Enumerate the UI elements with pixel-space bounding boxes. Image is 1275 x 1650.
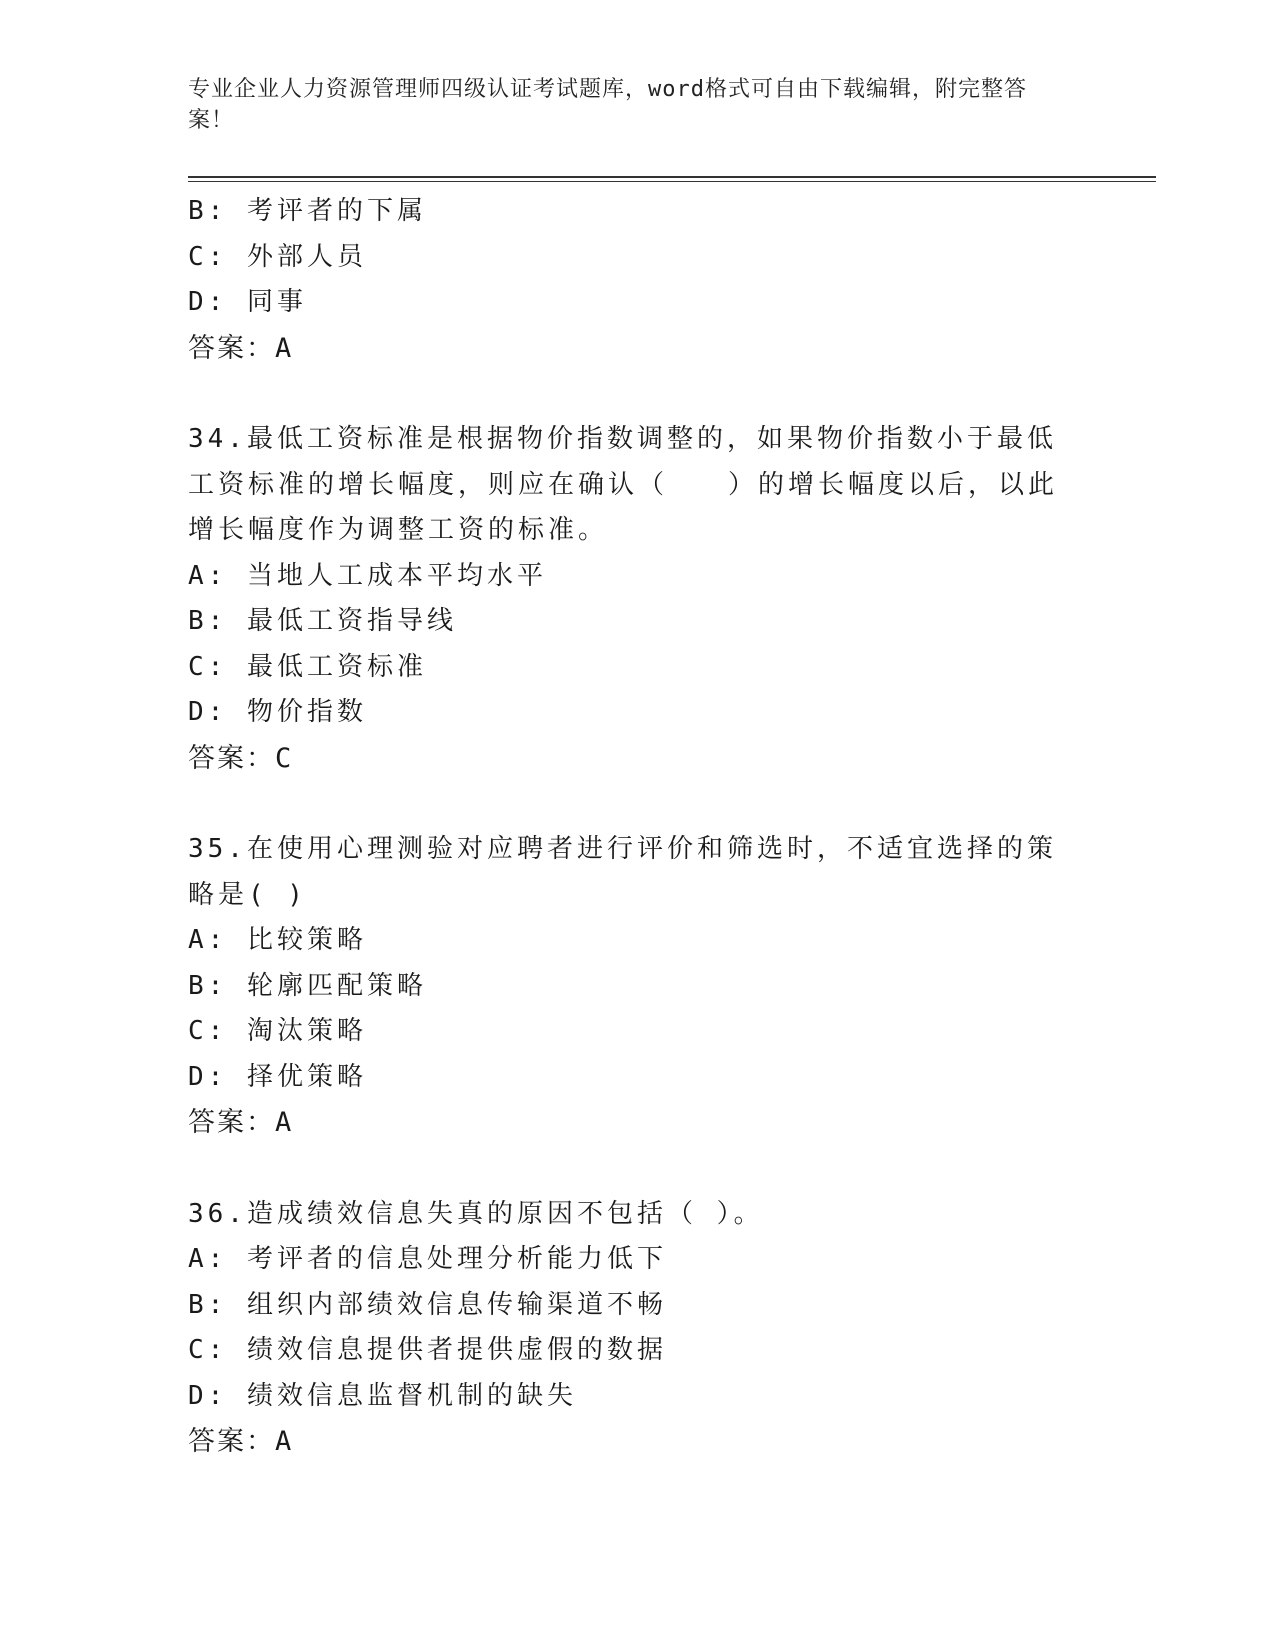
option-d: D: 择优策略 xyxy=(188,1061,367,1092)
question-35 xyxy=(188,827,1088,1146)
answer-line: 答案：A xyxy=(188,1426,294,1457)
answer-line: 答案：A xyxy=(188,1107,294,1138)
option-b: B: 组织内部绩效信息传输渠道不畅 xyxy=(188,1289,667,1320)
question-text: 35.在使用心理测验对应聘者进行评价和筛选时，不适宜选择的策略是( ) xyxy=(188,834,1057,910)
option-a: A: 比较策略 xyxy=(188,925,367,955)
option-b: B: 最低工资指导线 xyxy=(188,606,457,636)
page-header xyxy=(188,74,1068,136)
option-d: D: 绩效信息监督机制的缺失 xyxy=(188,1380,577,1411)
spacer xyxy=(188,371,1088,417)
option-d: D: 物价指数 xyxy=(188,697,367,727)
answer-line: 答案：A xyxy=(188,332,294,364)
answer-line: 答案：C xyxy=(188,742,294,774)
option-c: C: 绩效信息提供者提供虚假的数据 xyxy=(188,1335,667,1365)
option-a: A: 当地人工成本平均水平 xyxy=(188,560,547,591)
question-text: 34.最低工资标准是根据物价指数调整的，如果物价指数小于最低工资标准的增长幅度，则应在确认（ ）的增长幅度以后，以此增长幅度作为调整工资的标准。 xyxy=(188,424,1059,545)
spacer xyxy=(188,1146,1088,1192)
option-c: C: 淘汰策略 xyxy=(188,1016,367,1046)
option-a: A: 考评者的信息处理分析能力低下 xyxy=(188,1244,667,1274)
option-d: D: 同事 xyxy=(188,287,307,317)
option-b: B: 考评者的下属 xyxy=(188,196,427,226)
header-text: 专业企业人力资源管理师四级认证考试题库，word格式可自由下载编辑，附完整答案！ xyxy=(188,77,1027,133)
question-36 xyxy=(188,1192,1088,1465)
option-b: B: 轮廓匹配策略 xyxy=(188,970,427,1001)
question-34 xyxy=(188,417,1088,781)
header-rule-thin xyxy=(188,181,1156,182)
question-text: 36.造成绩效信息失真的原因不包括（ ）。 xyxy=(188,1198,764,1229)
option-c: C: 最低工资标准 xyxy=(188,651,427,682)
option-c: C: 外部人员 xyxy=(188,241,367,272)
header-rule-thick xyxy=(188,176,1156,178)
spacer xyxy=(188,781,1088,827)
prev-question-block xyxy=(188,189,1088,371)
question-content xyxy=(188,189,1088,1465)
